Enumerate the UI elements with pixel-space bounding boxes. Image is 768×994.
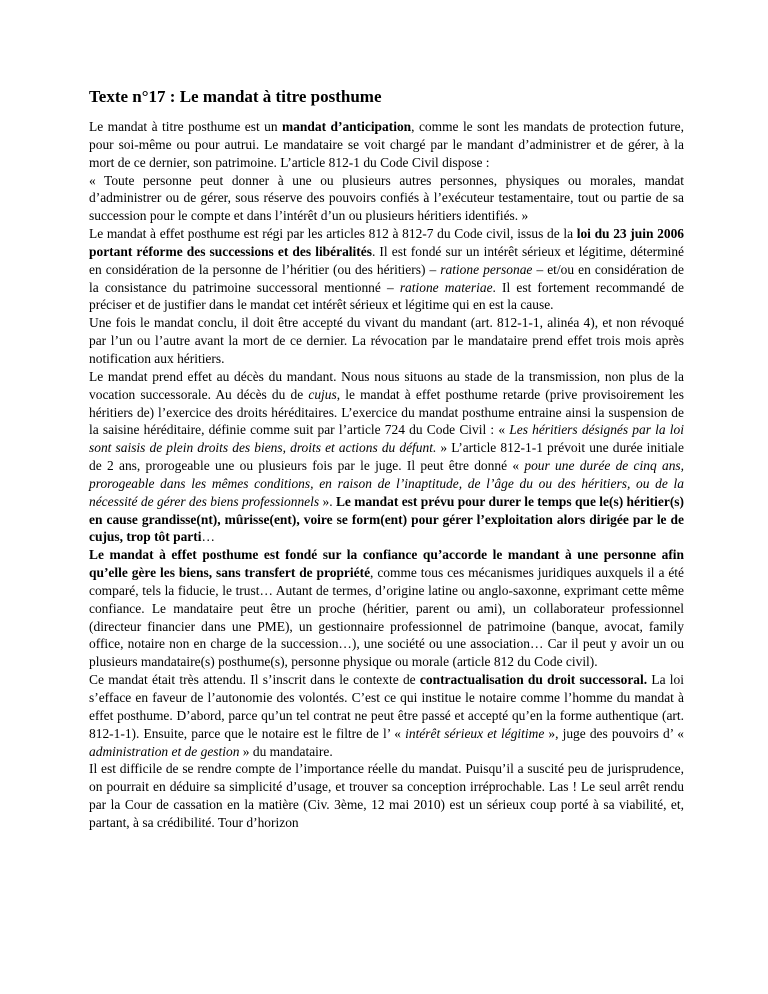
bold-sentence: Le mandat est prévu pour durer le temps que le(s) héritier(s) en cause grandisse(nt), mûrisse(ent), voire se form(ent) pour gérer l’exploitation alors dirigée par le de cujus, trop tôt parti (89, 493, 684, 545)
paragraph-effect: Le mandat prend effet au décès du mandant. Nous nous situons au stade de la transmission, non plus de la vocation successorale. Au décès du de cujus, le mandat à effet posthume retarde (prive provisoirement les héritiers de) l’exercice des droits héréditaires. L’exercice du mandat posthume entraine ainsi la suspension de la saisine héréditaire, définie comme suit par l’article 724 du Code Civil : « Les héritiers désignés par la loi sont saisis de plein droits des biens, droits et actions du défunt. » L’article 812-1-1 prévoit une durée initiale de 2 ans, prorogeable une ou plusieurs fois par le juge. Il peut être donné « pour une durée de cinq ans, prorogeable dans les mêmes conditions, en raison de l’inaptitude, de l’âge du ou des héritiers, ou de la nécessité de gérer des biens professionnels ». Le mandat est prévu pour durer le temps que le(s) héritier(s) en cause grandisse(nt), mûrisse(ent), voire se form(ent) pour gérer l’exploitation alors dirigée par le de cujus, trop tôt parti… (89, 368, 685, 545)
bold-term: mandat d’anticipation (282, 119, 412, 134)
paragraph-quote-article: « Toute personne peut donner à une ou plusieurs autres personnes, physiques ou morales, mandat d’administrer ou de gérer, sous réserve des pouvoirs confiés à l’exécuteur testamentaire, tout ou partie de sa succession pour le compte et dans l’intérêt d’un ou plusieurs héritiers identifiés. » (89, 172, 684, 224)
bold-sentence: Le mandat à effet posthume est fondé sur la confiance qu’accorde le mandant à une personne afin qu’elle gère les biens, sans transfert de propriété (89, 547, 684, 581)
paragraph-acceptance: Une fois le mandat conclu, il doit être accepté du vivant du mandant (art. 812-1-1, alinéa 4), et non révoqué par l’un ou l’autre avant la mort de ce dernier. La révocation par le mandataire prend effet trois mois après notification aux héritiers. (89, 315, 684, 366)
paragraph-confidence: Le mandat à effet posthume est fondé sur la confiance qu’accorde le mandant à une personne afin qu’elle gère les biens, sans transfert de propriété, comme tous ces mécanismes juridiques auxquels il a été comparé, tels la fiducie, le trust… Autant de termes, d’origine latine ou anglo-saxonne, exprimant cette même confiance. Le mandataire peut être un proche (héritier, parent ou ami), un collaborateur professionnel (directeur financier dans une PME), un gestionnaire professionnel de patrimoine (banque, avocat, family office, notaire non en charge de la succession…), une société ou une association… Car il peut y avoir un ou plusieurs mandataire(s) posthume(s), personne physique ou morale (article 812 du Code civil). (89, 547, 684, 670)
paragraph-intro: Le mandat à titre posthume est un mandat d’anticipation, comme le sont les mandats de protection future, pour soi-même ou pour autrui. Le mandataire se voit chargé par le mandant d’administrer et de gérer, à la mort de ce dernier, son patrimoine. L’article 812-1 du Code Civil dispose : (89, 119, 684, 170)
paragraph-jurisprudence: Il est difficile de se rendre compte de l’importance réelle du mandat. Puisqu’il a suscité peu de jurisprudence, on pourrait en déduire sa simplicité d’usage, et trouver sa conception irréprochable. Las ! Le seul arrêt rendu par la Cour de cassation en la matière (Civ. 3ème, 12 mai 2010) est un sérieux coup porté à sa viabilité, et, partant, à sa crédibilité. Tour d’horizon (89, 761, 684, 830)
document-body (89, 118, 684, 832)
bold-term: contractualisation du droit successoral. (419, 672, 648, 688)
paragraph-context: Ce mandat était très attendu. Il s’inscrit dans le contexte de contractualisation du droit successoral. La loi s’efface en faveur de l’autonomie des volontés. C’est ce qui institue le notaire comme l’homme du mandat à effet posthume. D’abord, parce qu’un tel contrat ne peut être passé et accepté qu’en la forme authentique (art. 812-1-1). Ensuite, parce que le notaire est le filtre de l’ « intérêt sérieux et légitime », juge des pouvoirs d’ « administration et de gestion » du mandataire. (89, 672, 684, 759)
italic-term: ratione personae (440, 261, 533, 277)
page-title: Texte n°17 : Le mandat à titre posthume (89, 87, 382, 106)
paragraph-legal-basis: Le mandat à effet posthume est régi par les articles 812 à 812-7 du Code civil, issus de la loi du 23 juin 2006 portant réforme des successions et des libéralités. Il est fondé sur un intérêt sérieux et légitime, déterminé en considération de la personne de l’héritier (ou des héritiers) – ratione personae – et/ou en considération de la consistance du patrimoine successoral mentionné – ratione materiae. Il est fortement recommandé de préciser et de justifier dans le mandat cet intérêt sérieux et légitime qui en est la cause. (89, 226, 685, 313)
bold-law-reference: loi du 23 juin 2006 portant réforme des successions et des libéralités (89, 226, 685, 259)
italic-term: ratione materiae (399, 279, 493, 295)
